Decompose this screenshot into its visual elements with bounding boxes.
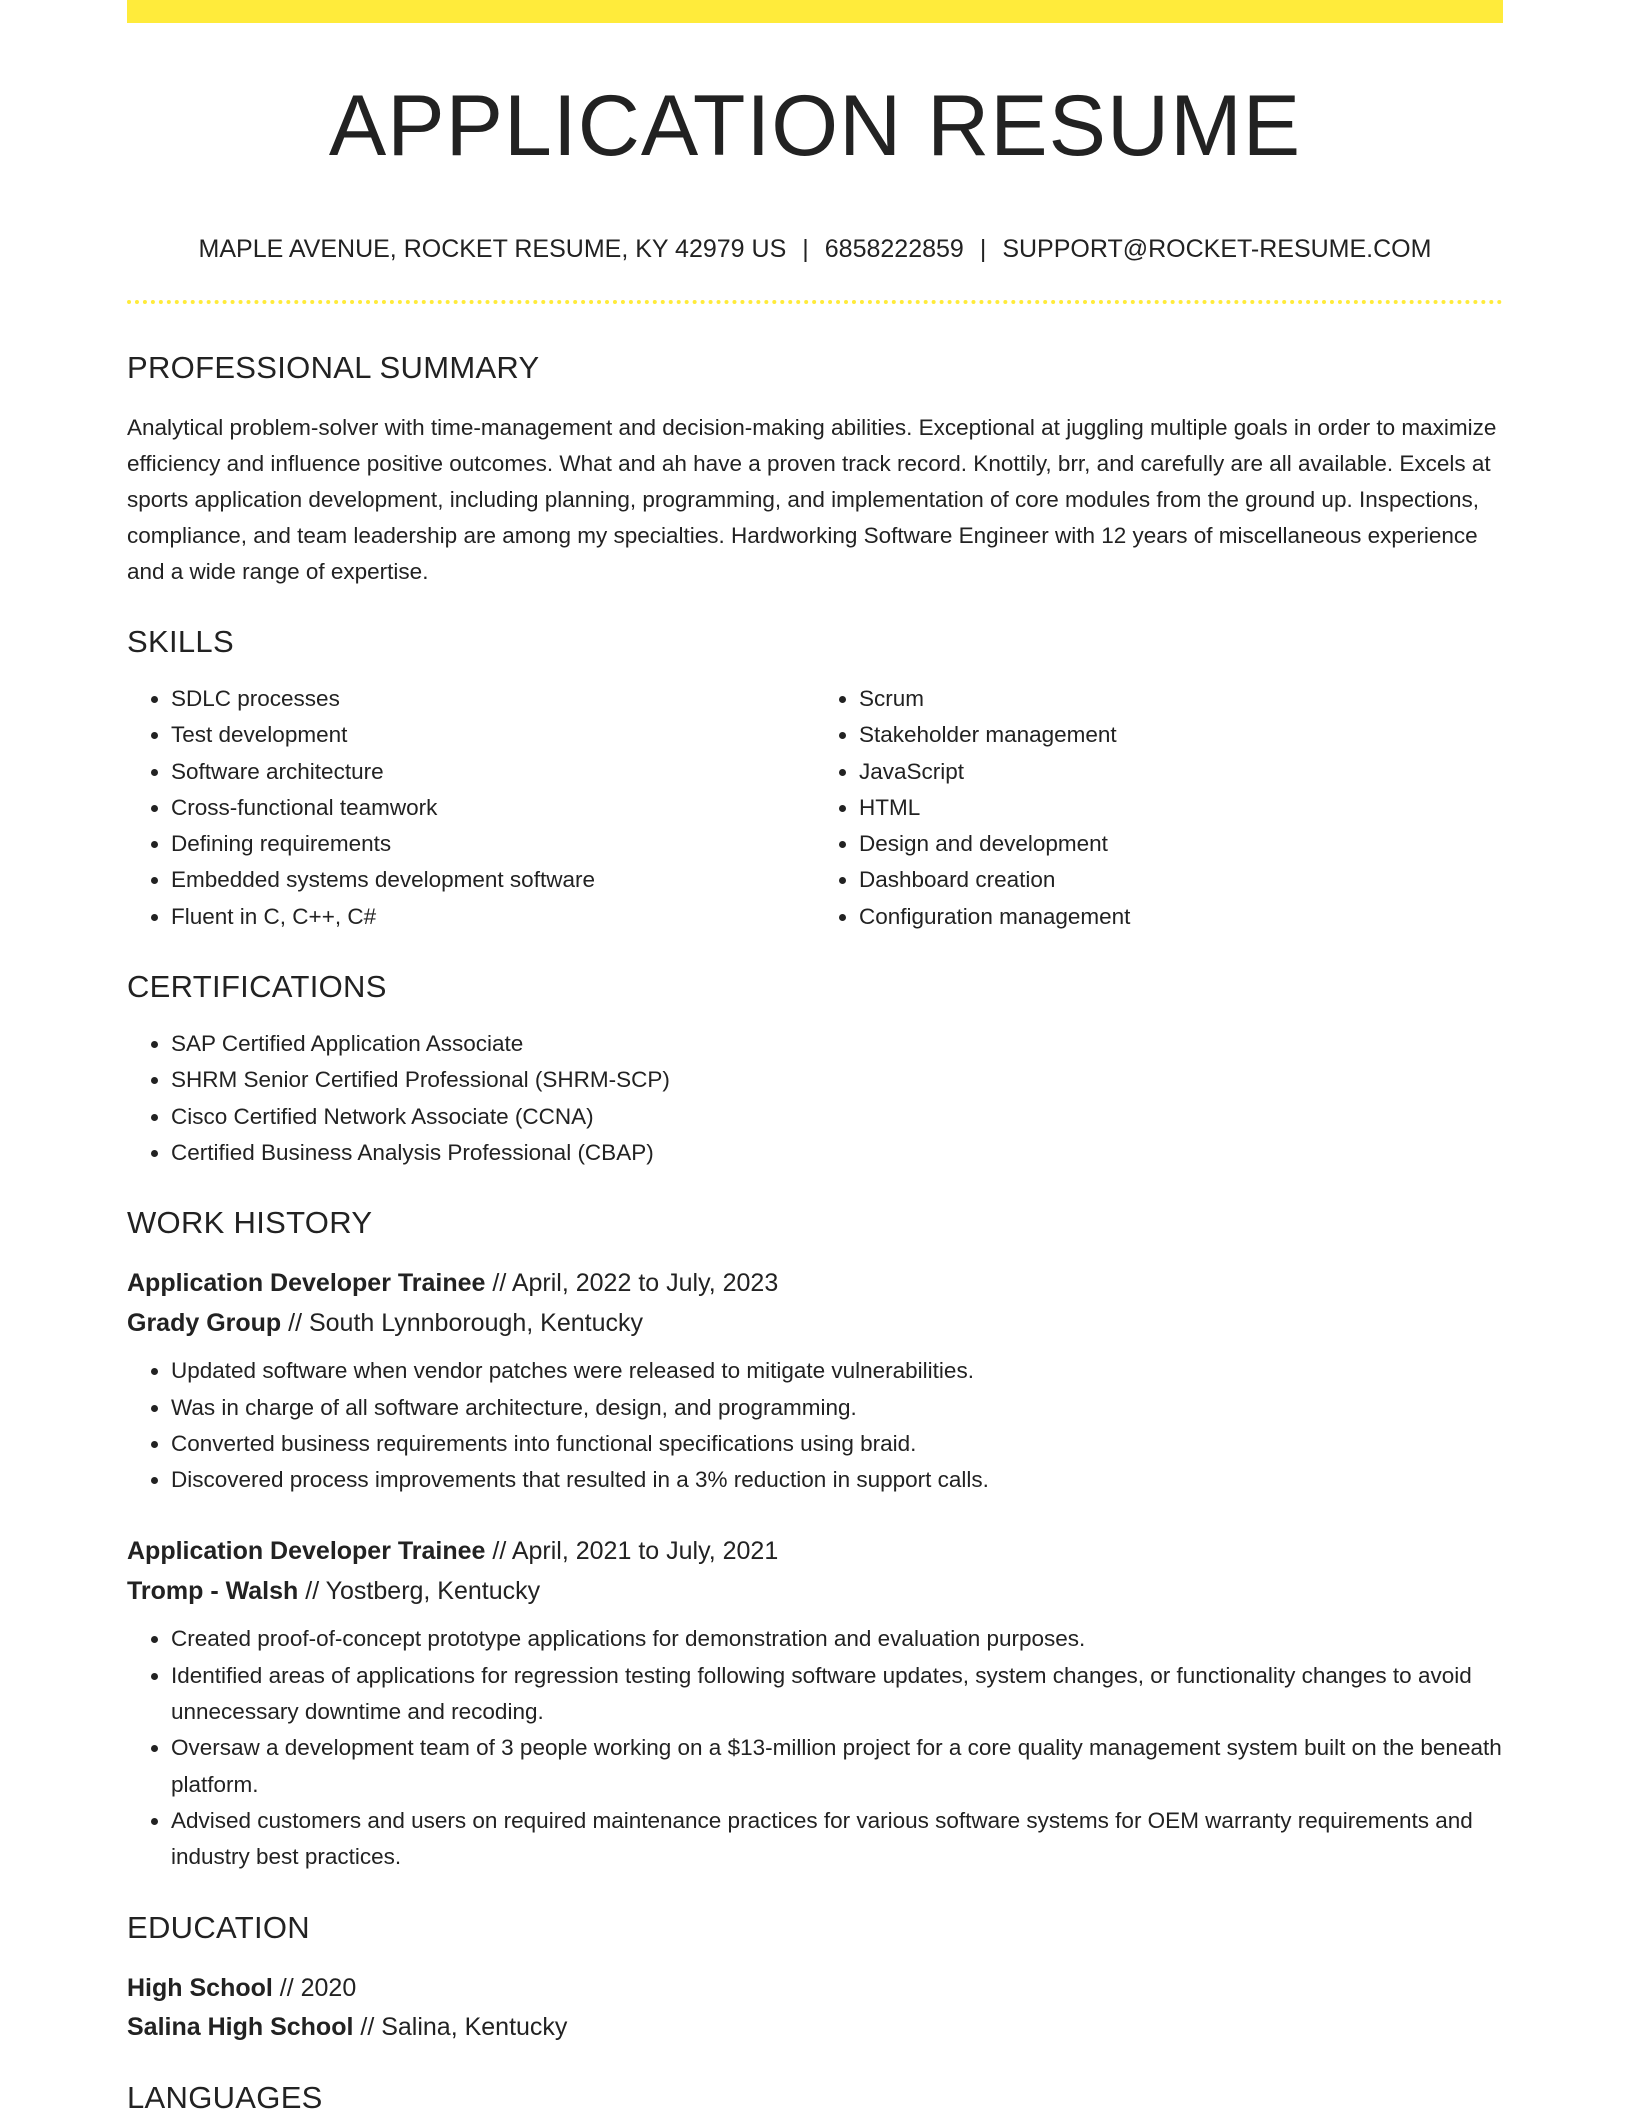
summary-text: Analytical problem-solver with time-management and decision-making abilities. Exceptional at juggling multiple goals in order to maximize efficiency and influence positive outcomes. What and ah have a proven track record. Knottily, brr, and carefully are all available. Excels at sports application development, including planning, programming, and implementation of core modules from the ground up. Inspections, compliance, and team leadership are among my specialties. Hardworking Software Engineer with 12 years of miscellaneous experience and a wide range of expertise. <box>127 415 1497 584</box>
summary-heading: PROFESSIONAL SUMMARY <box>127 350 540 385</box>
education-location: // Salina, Kentucky <box>360 2013 568 2042</box>
skills-list-right <box>815 681 1503 935</box>
certification-item: • SHRM Senior Certified Professional (SHRM-SCP) <box>171 1062 1503 1098</box>
job-bullet: • Was in charge of all software architecture, design, and programming. <box>171 1390 1503 1426</box>
skill-item: • Fluent in C, C++, C# <box>171 899 815 935</box>
certifications-heading: CERTIFICATIONS <box>127 969 387 1005</box>
job-company-line <box>127 1304 1503 1344</box>
education-heading: EDUCATION <box>127 1909 310 1945</box>
job-role: Application Developer Trainee <box>127 1537 486 1566</box>
job-location: // Yostberg, Kentucky <box>305 1576 541 1605</box>
accent-bar <box>127 0 1503 23</box>
resume-page <box>127 0 1503 2113</box>
job-dates: // April, 2022 to July, 2023 <box>492 1269 779 1298</box>
education-degree: High School <box>127 1973 273 2002</box>
languages-heading: LANGUAGES <box>127 2079 323 2115</box>
job-company: Tromp - Walsh <box>127 1576 299 1605</box>
skill-item: • Software architecture <box>171 754 815 790</box>
skills-columns <box>127 681 1503 935</box>
job-title-line <box>127 1532 1503 1572</box>
certification-item: • Cisco Certified Network Associate (CCNA) <box>171 1099 1503 1135</box>
resume-title: APPLICATION RESUME <box>328 78 1302 174</box>
contact-separator: | <box>979 235 987 263</box>
job-bullets <box>127 1621 1503 1875</box>
education-school-line <box>127 2008 1503 2048</box>
skill-item: • Configuration management <box>859 899 1503 935</box>
job-dates: // April, 2021 to July, 2021 <box>492 1537 779 1566</box>
skill-item: • Stakeholder management <box>859 717 1503 753</box>
contact-email: SUPPORT@ROCKET-RESUME.COM <box>1002 235 1432 263</box>
job-role: Application Developer Trainee <box>127 1269 486 1298</box>
skill-item: • Dashboard creation <box>859 862 1503 898</box>
job-bullet: • Oversaw a development team of 3 people working on a $13-million project for a core quality management system built on the beneath platform. <box>171 1730 1503 1803</box>
skill-item: • HTML <box>859 790 1503 826</box>
job-bullet: • Identified areas of applications for regression testing following software updates, system changes, or functionality changes to avoid unnecessary downtime and recoding. <box>171 1658 1503 1731</box>
certification-item: • Certified Business Analysis Professional (CBAP) <box>171 1135 1503 1171</box>
job-bullet: • Advised customers and users on required maintenance practices for various software systems for OEM warranty requirements and industry best practices. <box>171 1803 1503 1876</box>
contact-address: MAPLE AVENUE, ROCKET RESUME, KY 42979 US <box>198 235 787 263</box>
skill-item: • Test development <box>171 717 815 753</box>
job-bullets <box>127 1353 1503 1498</box>
job-bullet: • Converted business requirements into functional specifications using braid. <box>171 1426 1503 1462</box>
contact-line <box>127 237 1503 262</box>
dotted-divider <box>127 300 1503 304</box>
skills-list-left <box>127 681 815 935</box>
education-school: Salina High School <box>127 2013 354 2042</box>
skill-item: • Design and development <box>859 826 1503 862</box>
work-history-heading: WORK HISTORY <box>127 1205 373 1241</box>
skill-item: • SDLC processes <box>171 681 815 717</box>
job-title-line <box>127 1264 1503 1304</box>
skill-item: • Defining requirements <box>171 826 815 862</box>
job-bullet: • Discovered process improvements that resulted in a 3% reduction in support calls. <box>171 1462 1503 1498</box>
contact-phone: 6858222859 <box>824 235 964 263</box>
skill-item: • Cross-functional teamwork <box>171 790 815 826</box>
job-location: // South Lynnborough, Kentucky <box>288 1308 644 1337</box>
job-company: Grady Group <box>127 1308 282 1337</box>
skills-heading: SKILLS <box>127 624 234 659</box>
education-year: // 2020 <box>279 1973 357 2002</box>
skill-item: • JavaScript <box>859 754 1503 790</box>
job-company-line <box>127 1572 1503 1612</box>
job-bullet: • Updated software when vendor patches were released to mitigate vulnerabilities. <box>171 1353 1503 1389</box>
education-degree-line <box>127 1969 1503 2009</box>
contact-separator: | <box>802 235 809 263</box>
certification-item: • SAP Certified Application Associate <box>171 1026 1503 1062</box>
skill-item: • Embedded systems development software <box>171 862 815 898</box>
job-bullet: • Created proof-of-concept prototype applications for demonstration and evaluation purposes. <box>171 1621 1503 1657</box>
skill-item: • Scrum <box>859 681 1503 717</box>
certifications-list <box>127 1026 1503 1171</box>
